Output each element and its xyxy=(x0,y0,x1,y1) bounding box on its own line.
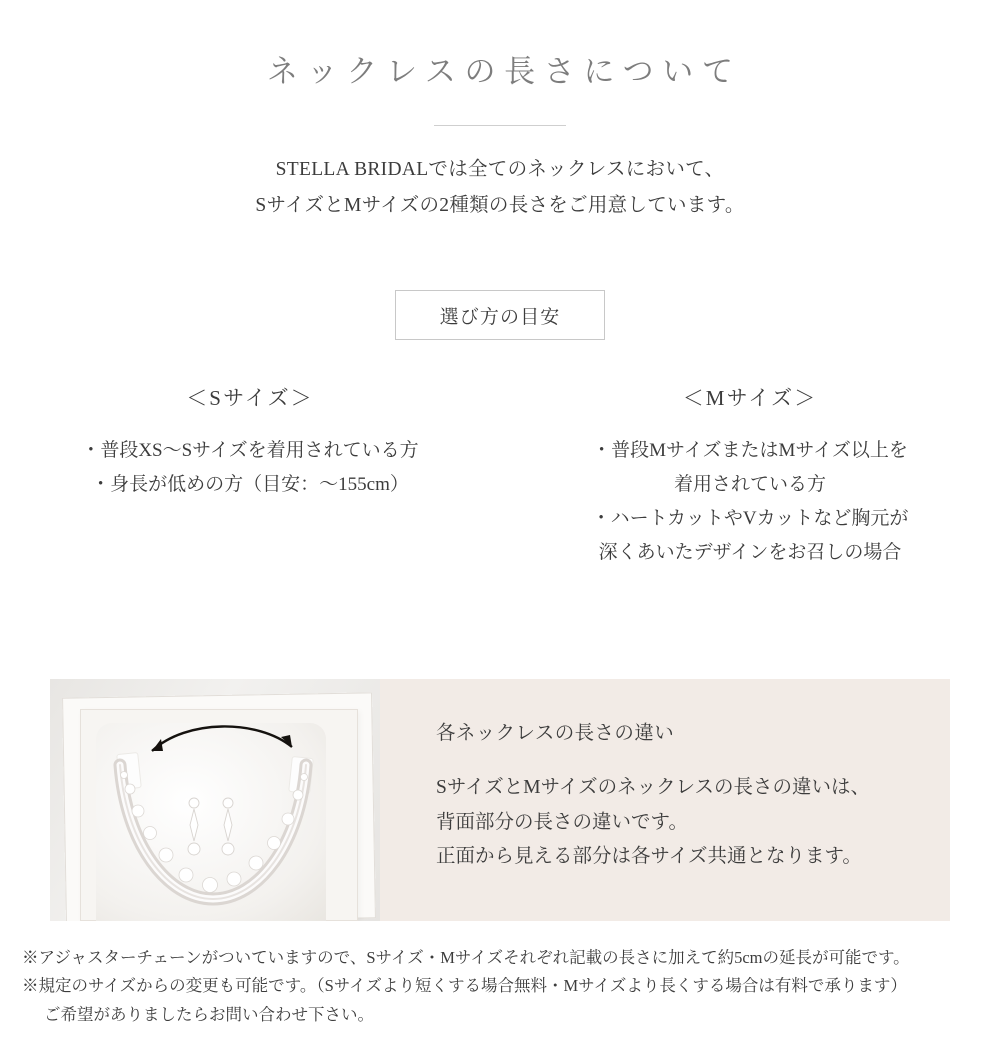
banner-body-line: 正面から見える部分は各サイズ共通となります。 xyxy=(436,846,862,868)
guide-box-wrapper xyxy=(0,290,1000,340)
column-m-size xyxy=(500,382,1000,569)
banner-body-line: 背面部分の長さの違いです。 xyxy=(436,811,688,833)
list-item: 着用されている方 xyxy=(673,473,826,495)
banner-body-line: SサイズとMサイズのネックレスの長さの違いは、 xyxy=(436,777,870,798)
intro-text xyxy=(0,152,1000,224)
title-divider xyxy=(434,125,566,126)
column-s-size xyxy=(0,382,500,569)
size-columns xyxy=(0,382,1000,569)
necklace-in-box-photo xyxy=(50,679,380,921)
footnotes xyxy=(22,944,982,1029)
footnote-line: ※規定のサイズからの変更も可能です。（Sサイズより短くする場合無料・Mサイズより長くする場合は有料で承ります） xyxy=(22,976,907,996)
banner-body xyxy=(436,771,950,875)
column-m-heading: ＜Mサイズ＞ xyxy=(682,386,818,411)
list-item: 深くあいたデザインをお召しの場合 xyxy=(598,541,902,563)
length-difference-banner xyxy=(50,679,950,921)
list-item: ・身長が低めの方（目安：〜155cm） xyxy=(91,473,409,495)
page-title: ネックレスの長さについて xyxy=(267,54,742,89)
list-item: ・普段XS〜Sサイズを着用されている方 xyxy=(81,440,419,462)
guide-box xyxy=(395,290,605,340)
column-m-list xyxy=(500,434,1000,569)
necklace-illustration xyxy=(106,749,320,919)
intro-line-1: STELLA BRIDALでは全てのネックレスにおいて、 xyxy=(275,159,725,180)
column-s-list xyxy=(0,434,500,502)
banner-text-block xyxy=(380,679,950,921)
footnote-line: ご希望がありましたらお問い合わせ下さい。 xyxy=(44,1004,374,1024)
size-guide-page xyxy=(0,46,1000,1046)
column-s-heading: ＜Sサイズ＞ xyxy=(186,386,314,411)
intro-line-2: SサイズとMサイズの2種類の長さをご用意しています。 xyxy=(255,195,745,217)
list-item: ・ハートカットやVカットなど胸元が xyxy=(591,507,909,529)
guide-box-label: 選び方の目安 xyxy=(439,306,561,328)
footnote-line: ※アジャスターチェーンがついていますので、Sサイズ・Mサイズそれぞれ記載の長さに加えて約5cmの延長が可能です。 xyxy=(22,948,910,967)
list-item: ・普段MサイズまたはMサイズ以上を xyxy=(592,440,908,462)
banner-title: 各ネックレスの長さの違い xyxy=(436,723,675,744)
length-arrow-annotation xyxy=(142,717,302,761)
